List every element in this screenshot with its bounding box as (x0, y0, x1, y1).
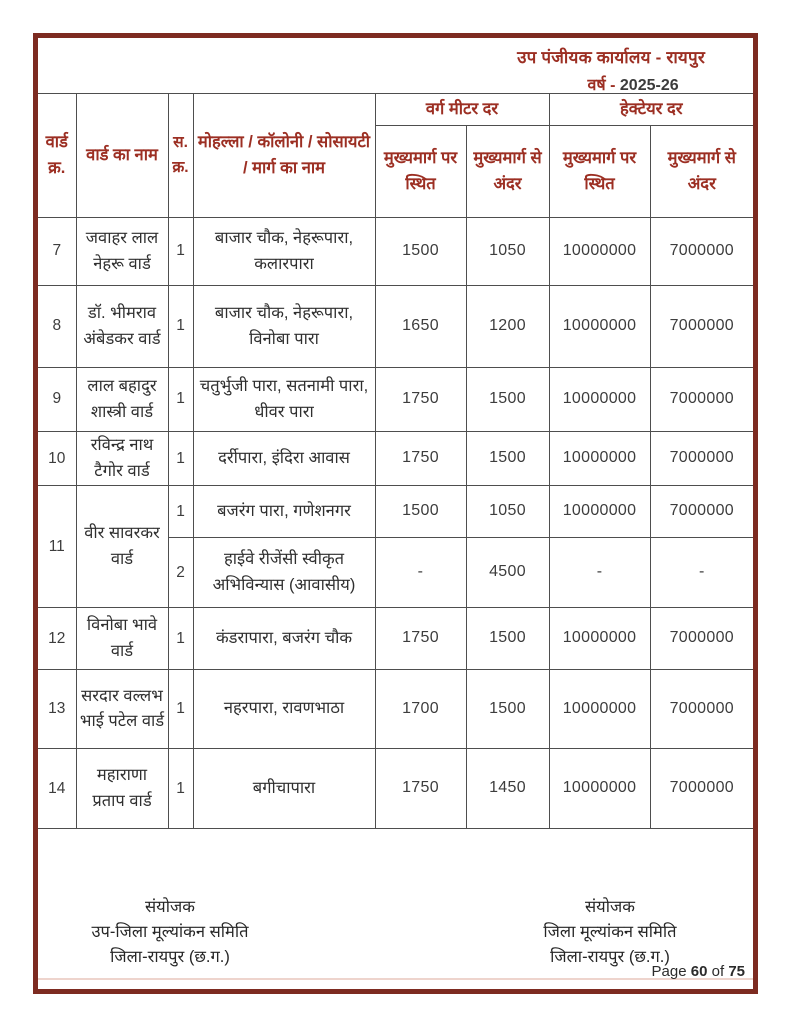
ward-name-cell: महाराणा प्रताप वार्ड (76, 749, 168, 829)
sqm-on-road-rate-cell: 1650 (375, 286, 466, 368)
ward-name-cell: सरदार वल्लभ भाई पटेल वार्ड (76, 670, 168, 749)
table-row (38, 749, 753, 829)
year-line (539, 73, 727, 95)
ward-name-cell: रविन्द्र नाथ टैगोर वार्ड (76, 432, 168, 486)
table-row (38, 608, 753, 670)
hectare-inner-rate-cell: 7000000 (650, 486, 753, 538)
col-header-sqm-on-road: मुख्यमार्ग पर स्थित (375, 126, 466, 218)
ward-name-cell: लाल बहादुर शास्त्री वार्ड (76, 368, 168, 432)
hectare-on-road-rate-cell: 10000000 (549, 608, 650, 670)
ward-number-cell: 7 (38, 218, 76, 286)
col-header-ward-name: वार्ड का नाम (76, 94, 168, 218)
rate-table (38, 93, 753, 829)
page-border-frame (33, 33, 758, 994)
col-header-hect-inner: मुख्यमार्ग से अंदर (650, 126, 753, 218)
hectare-inner-rate-cell: 7000000 (650, 286, 753, 368)
sqm-inner-rate-cell: 1200 (466, 286, 549, 368)
mohalla-name-cell: बाजार चौक, नेहरूपारा, कलारपारा (193, 218, 375, 286)
signature-block-left (30, 898, 310, 973)
office-title: उप पंजीयक कार्यालय - रायपुर (517, 48, 705, 67)
table-row (38, 432, 753, 486)
hectare-on-road-rate-cell: 10000000 (549, 670, 650, 749)
signature-block-right (470, 898, 750, 973)
committee-name: जिला मूल्यांकन समिति (543, 922, 677, 941)
ward-number-cell: 11 (38, 486, 76, 608)
year-label: वर्ष - (587, 77, 616, 94)
ward-name-cell: डॉ. भीमराव अंबेडकर वार्ड (76, 286, 168, 368)
sqm-inner-rate-cell: 1500 (466, 608, 549, 670)
table-row (38, 486, 753, 538)
sqm-inner-rate-cell: 4500 (466, 538, 549, 608)
mohalla-name-cell: कंडरापारा, बजरंग चौक (193, 608, 375, 670)
sqm-inner-rate-cell: 1450 (466, 749, 549, 829)
sqm-on-road-rate-cell: 1750 (375, 608, 466, 670)
hectare-on-road-rate-cell: 10000000 (549, 486, 650, 538)
hectare-inner-rate-cell: 7000000 (650, 368, 753, 432)
year-value: 2025-26 (619, 77, 679, 94)
ward-number-cell: 14 (38, 749, 76, 829)
page-number: Page 60 of 75 (651, 963, 745, 980)
hectare-on-road-rate-cell: 10000000 (549, 749, 650, 829)
committee-name: उप-जिला मूल्यांकन समिति (91, 922, 249, 941)
ward-number-cell: 13 (38, 670, 76, 749)
sqm-inner-rate-cell: 1500 (466, 670, 549, 749)
page-total: 75 (728, 963, 745, 980)
hectare-inner-rate-cell: 7000000 (650, 218, 753, 286)
table-row (38, 218, 753, 286)
sqm-on-road-rate-cell: 1750 (375, 432, 466, 486)
sqm-on-road-rate-cell: - (375, 538, 466, 608)
hectare-on-road-rate-cell: - (549, 538, 650, 608)
hectare-inner-rate-cell: 7000000 (650, 670, 753, 749)
district-name: जिला-रायपुर (छ.ग.) (550, 947, 670, 966)
serial-number-cell: 1 (168, 218, 193, 286)
signature-title: संयोजक (585, 898, 635, 916)
col-group-hectare-rate: हेक्टेयर दर (549, 94, 753, 126)
col-header-mohalla: मोहल्ला / कॉलोनी / सोसायटी / मार्ग का नाम (193, 94, 375, 218)
mohalla-name-cell: हाईवे रीजेंसी स्वीकृत अभिविन्यास (आवासीय) (193, 538, 375, 608)
hectare-inner-rate-cell: 7000000 (650, 608, 753, 670)
serial-number-cell: 1 (168, 749, 193, 829)
ward-number-cell: 8 (38, 286, 76, 368)
document-header (517, 45, 705, 95)
page-current: 60 (690, 963, 708, 980)
ward-name-cell: वीर सावरकर वार्ड (76, 486, 168, 608)
col-header-hect-on-road: मुख्यमार्ग पर स्थित (549, 126, 650, 218)
mohalla-name-cell: बगीचापारा (193, 749, 375, 829)
col-header-ward-no: वार्ड क्र. (38, 94, 76, 218)
col-header-serial-no: स.क्र. (168, 94, 193, 218)
ward-number-cell: 9 (38, 368, 76, 432)
serial-number-cell: 1 (168, 486, 193, 538)
table-row (38, 368, 753, 432)
hectare-on-road-rate-cell: 10000000 (549, 432, 650, 486)
sqm-inner-rate-cell: 1500 (466, 368, 549, 432)
mohalla-name-cell: नहरपारा, रावणभाठा (193, 670, 375, 749)
mohalla-name-cell: दर्रीपारा, इंदिरा आवास (193, 432, 375, 486)
sqm-inner-rate-cell: 1050 (466, 218, 549, 286)
ward-number-cell: 12 (38, 608, 76, 670)
mohalla-name-cell: बजरंग पारा, गणेशनगर (193, 486, 375, 538)
serial-number-cell: 1 (168, 432, 193, 486)
serial-number-cell: 2 (168, 538, 193, 608)
sqm-on-road-rate-cell: 1500 (375, 486, 466, 538)
sqm-inner-rate-cell: 1500 (466, 432, 549, 486)
sqm-on-road-rate-cell: 1700 (375, 670, 466, 749)
ward-name-cell: विनोबा भावे वार्ड (76, 608, 168, 670)
sqm-inner-rate-cell: 1050 (466, 486, 549, 538)
serial-number-cell: 1 (168, 286, 193, 368)
table-row (38, 670, 753, 749)
signature-title: संयोजक (145, 898, 195, 916)
sqm-on-road-rate-cell: 1750 (375, 749, 466, 829)
serial-number-cell: 1 (168, 670, 193, 749)
district-name: जिला-रायपुर (छ.ग.) (110, 947, 230, 966)
serial-number-cell: 1 (168, 608, 193, 670)
col-group-sqm-rate: वर्ग मीटर दर (375, 94, 549, 126)
hectare-on-road-rate-cell: 10000000 (549, 218, 650, 286)
hectare-on-road-rate-cell: 10000000 (549, 368, 650, 432)
mohalla-name-cell: चतुर्भुजी पारा, सतनामी पारा, धीवर पारा (193, 368, 375, 432)
hectare-on-road-rate-cell: 10000000 (549, 286, 650, 368)
footer-divider-line (38, 978, 753, 980)
ward-name-cell: जवाहर लाल नेहरू वार्ड (76, 218, 168, 286)
serial-number-cell: 1 (168, 368, 193, 432)
hectare-inner-rate-cell: 7000000 (650, 432, 753, 486)
hectare-inner-rate-cell: - (650, 538, 753, 608)
hectare-inner-rate-cell: 7000000 (650, 749, 753, 829)
col-header-sqm-inner: मुख्यमार्ग से अंदर (466, 126, 549, 218)
sqm-on-road-rate-cell: 1750 (375, 368, 466, 432)
sqm-on-road-rate-cell: 1500 (375, 218, 466, 286)
ward-number-cell: 10 (38, 432, 76, 486)
table-row (38, 286, 753, 368)
mohalla-name-cell: बाजार चौक, नेहरूपारा, विनोबा पारा (193, 286, 375, 368)
